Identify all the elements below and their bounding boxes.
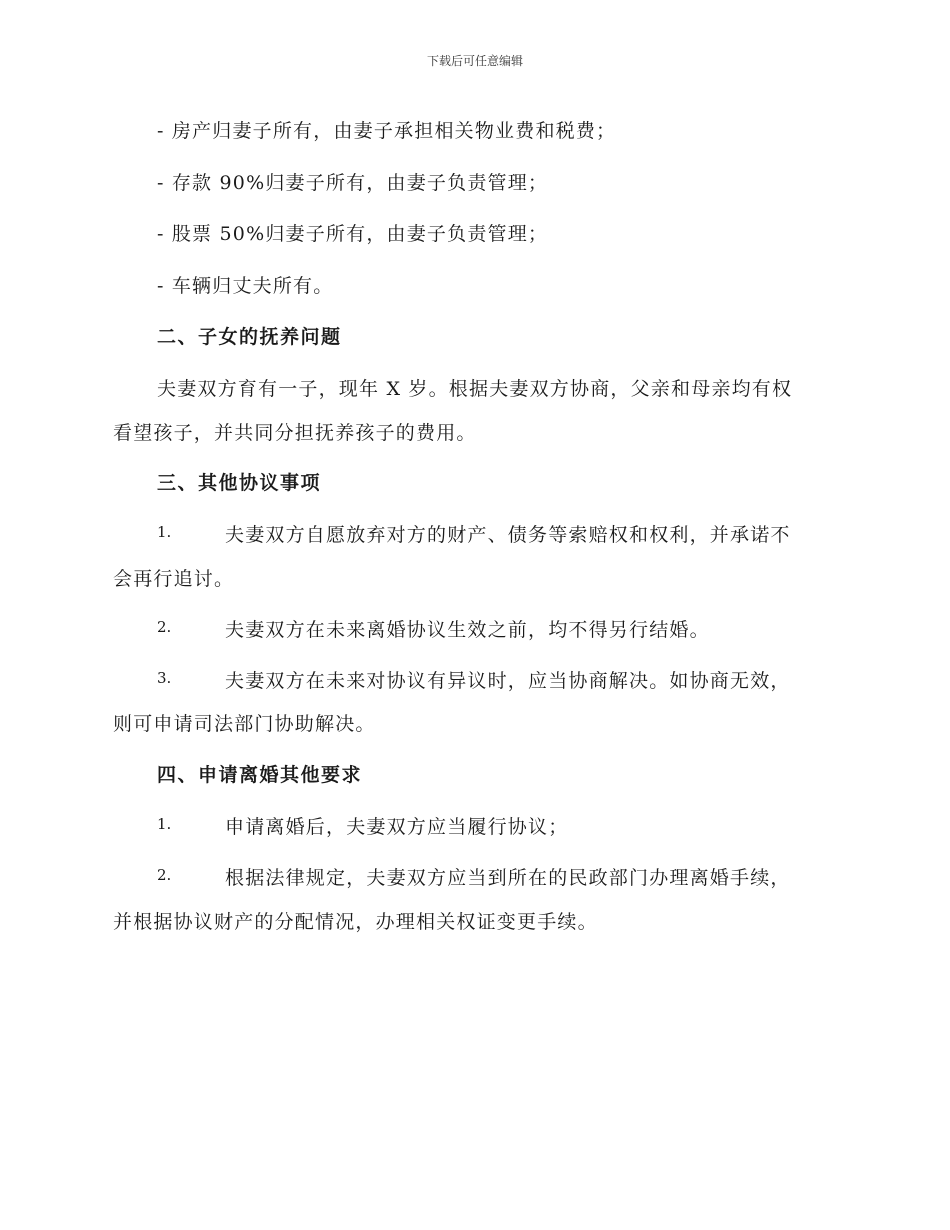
list-item-continuation: 会再行追讨。: [113, 568, 235, 590]
paragraph-line: 夫妻双方育有一子，现年 X 岁。根据夫妻双方协商，父亲和母亲均有权: [157, 378, 793, 400]
asset-item: - 股票 50%归妻子所有，由妻子负责管理；: [157, 223, 549, 245]
list-number: 2.: [157, 618, 172, 636]
section-heading: 三、其他协议事项: [157, 472, 322, 494]
list-item-continuation: 则可申请司法部门协助解决。: [113, 713, 376, 735]
list-item-text: 夫妻双方在未来对协议有异议时，应当协商解决。如协商无效，: [225, 670, 791, 692]
list-item-continuation: 并根据协议财产的分配情况，办理相关权证变更手续。: [113, 911, 598, 933]
section-heading: 二、子女的抚养问题: [157, 326, 342, 348]
list-number: 3.: [157, 669, 172, 687]
asset-item: - 房产归妻子所有，由妻子承担相关物业费和税费；: [157, 120, 617, 142]
list-item-text: 夫妻双方在未来离婚协议生效之前，均不得另行结婚。: [225, 619, 710, 641]
paragraph-line: 看望孩子，并共同分担抚养孩子的费用。: [113, 422, 477, 444]
section-heading: 四、申请离婚其他要求: [157, 764, 363, 786]
list-number: 1.: [157, 815, 172, 833]
asset-item: - 车辆归丈夫所有。: [157, 275, 334, 297]
list-number: 1.: [157, 523, 172, 541]
list-item-text: 根据法律规定，夫妻双方应当到所在的民政部门办理离婚手续，: [225, 867, 791, 889]
page-header: 下载后可任意编辑: [426, 54, 523, 68]
asset-item: - 存款 90%归妻子所有，由妻子负责管理；: [157, 172, 549, 194]
list-item-text: 夫妻双方自愿放弃对方的财产、债务等索赔权和权利，并承诺不: [225, 524, 791, 546]
list-item-text: 申请离婚后，夫妻双方应当履行协议；: [225, 816, 569, 838]
list-number: 2.: [157, 866, 172, 884]
